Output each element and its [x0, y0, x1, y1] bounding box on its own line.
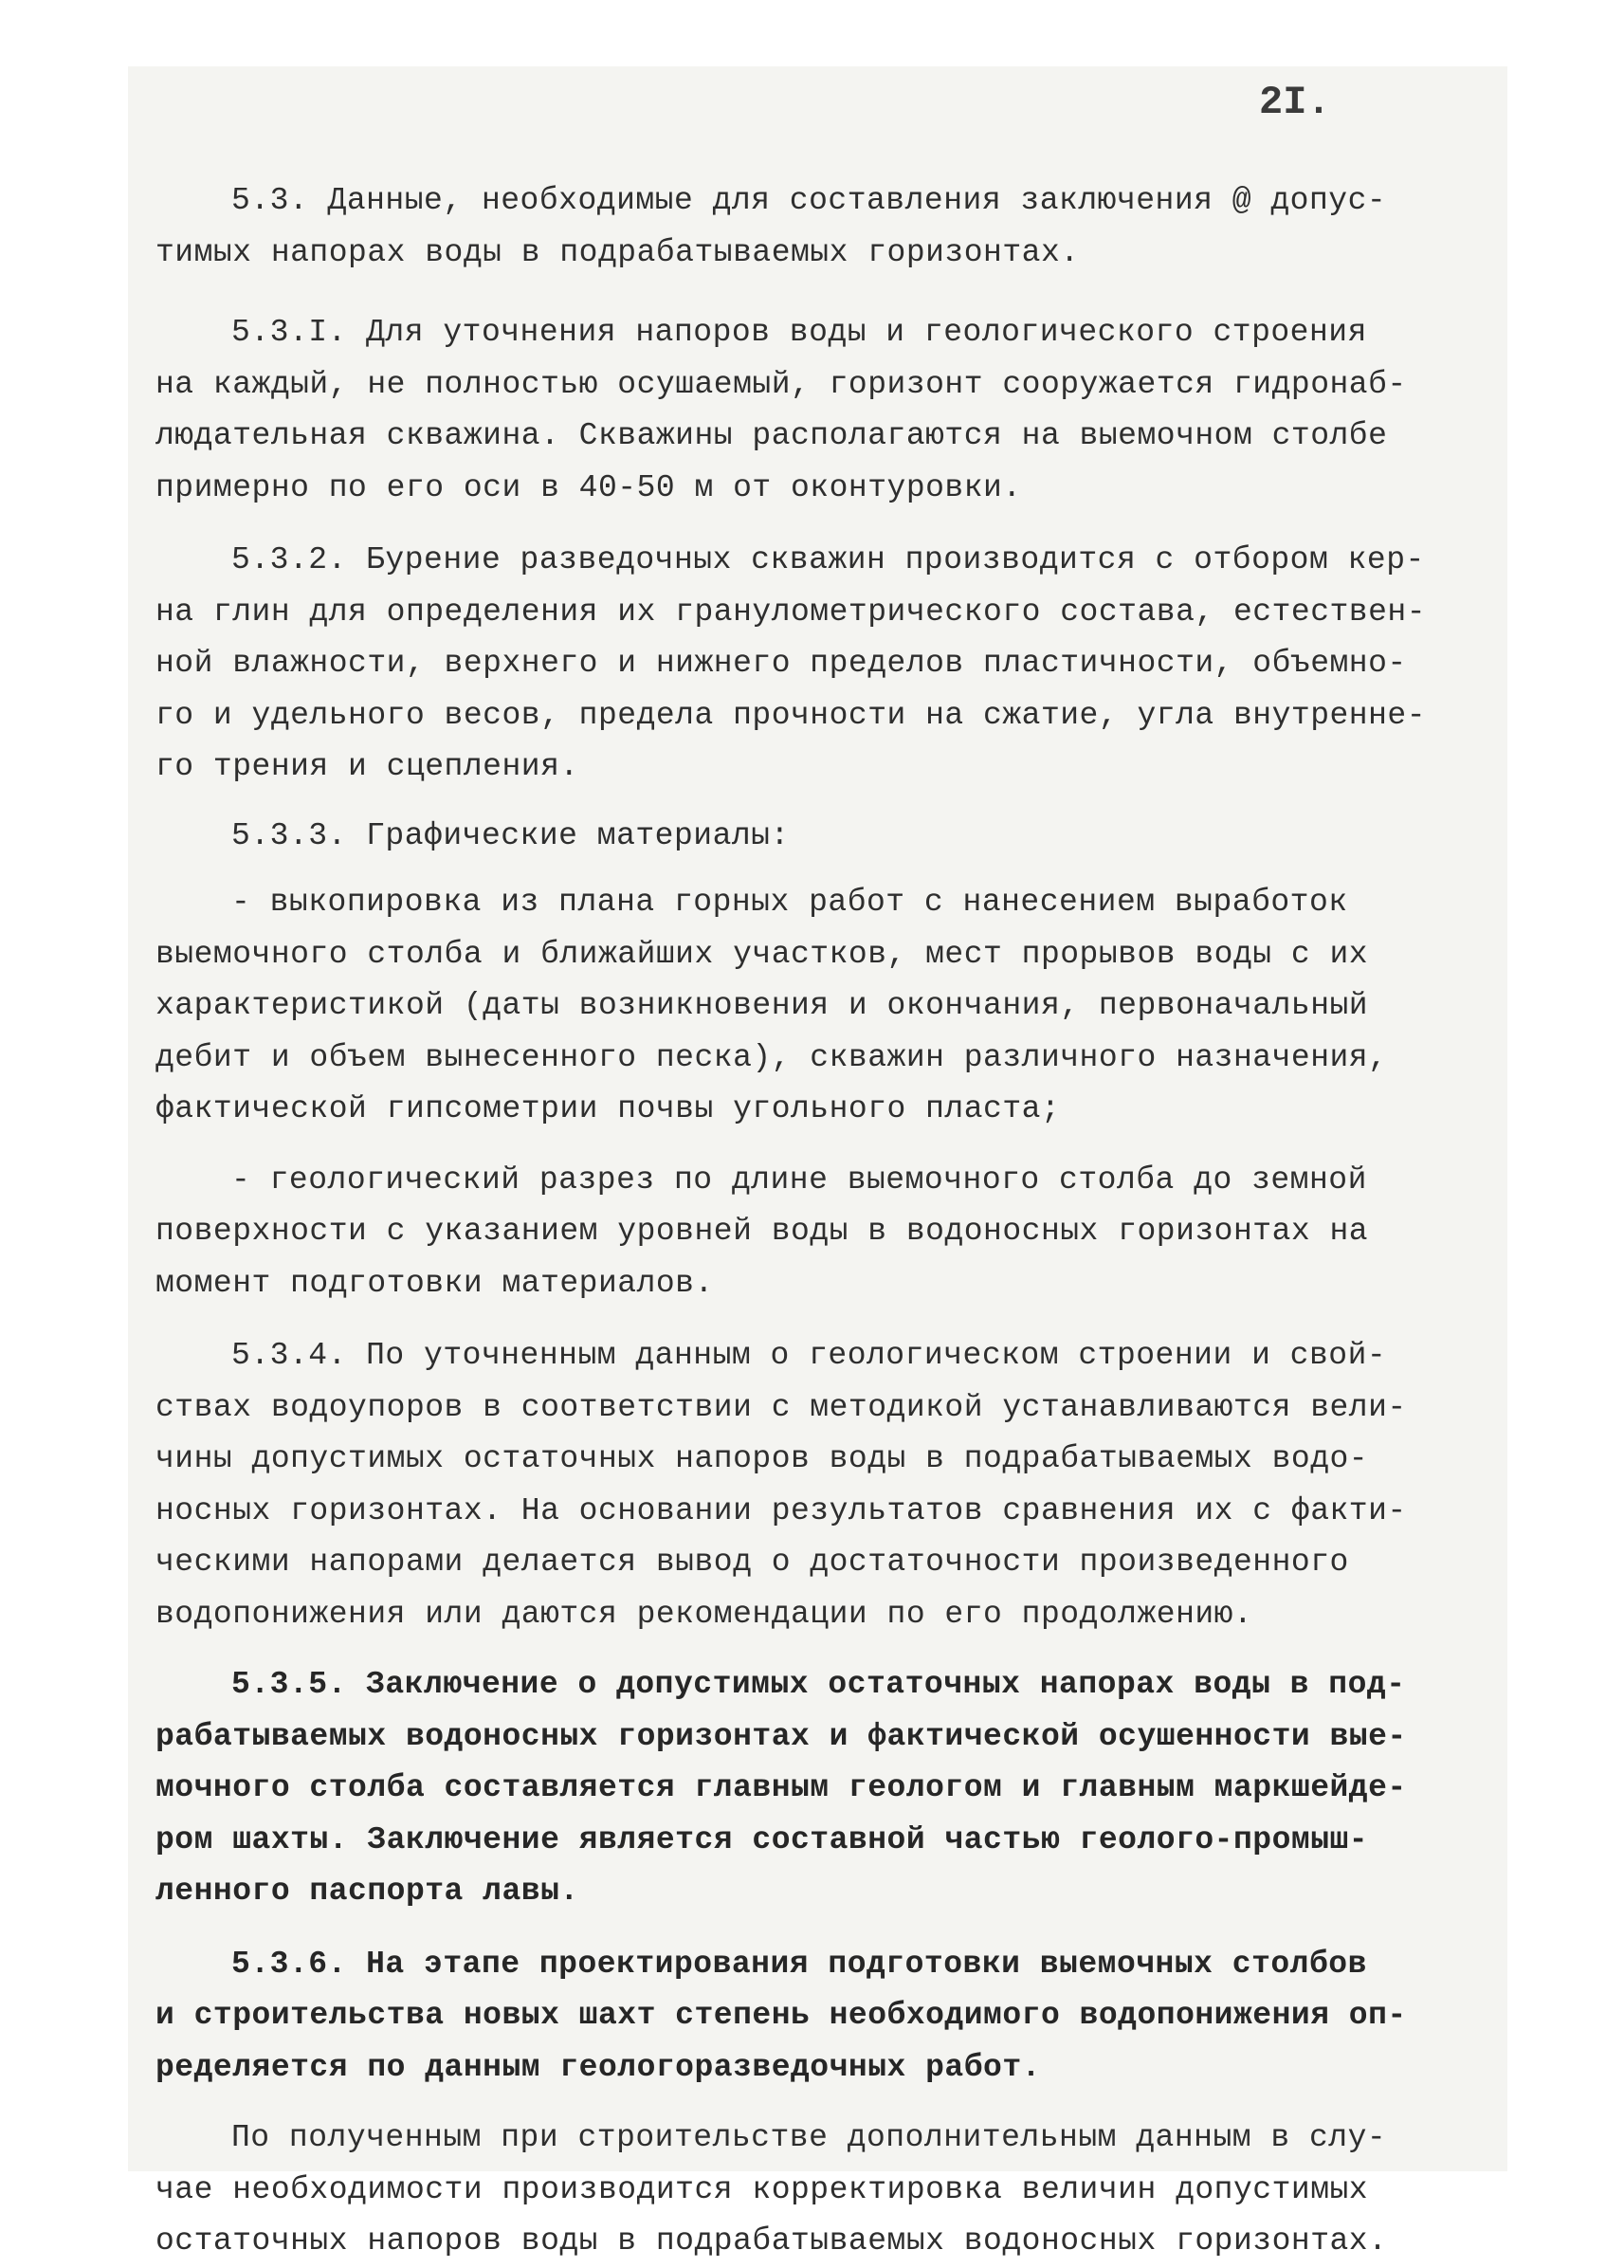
- text-line: мочного столба составляется главным геологом и главным маркшейде-: [155, 1770, 1407, 1805]
- paragraph-5-3-6: [155, 1939, 1428, 2094]
- paragraph-5-3-5: [155, 1659, 1428, 1918]
- text-line: 5.3.5. Заключение о допустимых остаточных напорах воды в под-: [231, 1667, 1406, 1702]
- text-line: 5.3.2. Бурение разведочных скважин производится с отбором кер-: [231, 542, 1425, 577]
- text-line: 5.3.6. На этапе проектирования подготовки выемочных столбов: [231, 1946, 1367, 1982]
- text-line: ной влажности, верхнего и нижнего пределов пластичности, объемно-: [155, 646, 1407, 681]
- text-line: людательная скважина. Скважины располагаются на выемочном столбе: [155, 418, 1388, 453]
- text-line: момент подготовки материалов.: [155, 1265, 714, 1301]
- text-line: ческими напорами делается вывод о достаточности произведенного: [155, 1545, 1349, 1580]
- paragraph-5-3-1: [155, 307, 1428, 514]
- text-line: фактической гипсометрии почвы угольного пласта;: [155, 1091, 1061, 1126]
- text-line: дебит и объем вынесенного песка), скважин различного назначения,: [155, 1039, 1388, 1075]
- text-line: 5.3.4. По уточненным данным о геологическом строении и свой-: [231, 1338, 1387, 1373]
- text-line: 5.3. Данные, необходимые для составления заключения @ допус-: [231, 183, 1387, 218]
- text-line: - выкопировка из плана горных работ с нанесением выработок: [231, 885, 1348, 920]
- text-line: характеристикой (даты возникновения и окончания, первоначальный: [155, 988, 1369, 1023]
- text-line: 5.3.3. Графические материалы:: [231, 817, 790, 853]
- paragraph-5-3-3-b: [155, 1155, 1428, 1310]
- page-body: [155, 175, 1428, 2268]
- paragraph-5-3: [155, 175, 1428, 279]
- paragraph-5-3-3-a: [155, 877, 1428, 1136]
- paragraph-5-3-4: [155, 1330, 1428, 1640]
- paragraph-final: [155, 2113, 1428, 2268]
- text-line: на каждый, не полностью осушаемый, горизонт сооружается гидронаб-: [155, 366, 1407, 402]
- text-line: тимых напорах воды в подрабатываемых горизонтах.: [155, 234, 1080, 270]
- text-line: ленного паспорта лавы.: [155, 1874, 579, 1909]
- text-line: носных горизонтах. На основании результатов сравнения их с факти-: [155, 1492, 1407, 1528]
- text-line: ром шахты. Заключение является составной частью геолого-промыш-: [155, 1821, 1369, 1857]
- text-line: По полученным при строительстве дополнительным данным в слу-: [231, 2120, 1387, 2155]
- text-line: - геологический разрез по длине выемочного столба до земной: [231, 1161, 1367, 1198]
- text-line: выемочного столба и ближайших участков, мест прорывов воды с их: [155, 936, 1369, 972]
- text-line: 5.3.I. Для уточнения напоров воды и геологического строения: [231, 315, 1367, 350]
- text-line: ствах водоупоров в соответствии с методикой устанавливаются вели-: [155, 1389, 1407, 1425]
- text-line: и строительства новых шахт степень необходимого водопонижения оп-: [155, 1998, 1407, 2033]
- text-line: чае необходимости производится корректировка величин допустимых: [155, 2171, 1369, 2207]
- text-line: го трения и сцепления.: [155, 749, 579, 784]
- text-line: остаточных напоров воды в подрабатываемых водоносных горизонтах.: [155, 2223, 1388, 2259]
- paragraph-5-3-2: [155, 535, 1428, 794]
- text-line: чины допустимых остаточных напоров воды в подрабатываемых водо-: [155, 1441, 1369, 1476]
- page-number: 2I.: [1259, 80, 1331, 125]
- text-line: примерно по его оси в 40-50 м от оконтуровки.: [155, 469, 1022, 505]
- paragraph-5-3-3: [231, 811, 1428, 863]
- text-line: водопонижения или даются рекомендации по его продолжению.: [155, 1596, 1253, 1632]
- text-line: поверхности с указанием уровней воды в водоносных горизонтах на: [155, 1214, 1369, 1249]
- text-line: на глин для определения их гранулометрического состава, естествен-: [155, 594, 1427, 630]
- text-line: ределяется по данным геологоразведочных работ.: [155, 2049, 1041, 2085]
- text-line: рабатываемых водоносных горизонтах и фактической осушенности вые-: [155, 1718, 1407, 1754]
- text-line: го и удельного весов, предела прочности на сжатие, угла внутренне-: [155, 697, 1427, 733]
